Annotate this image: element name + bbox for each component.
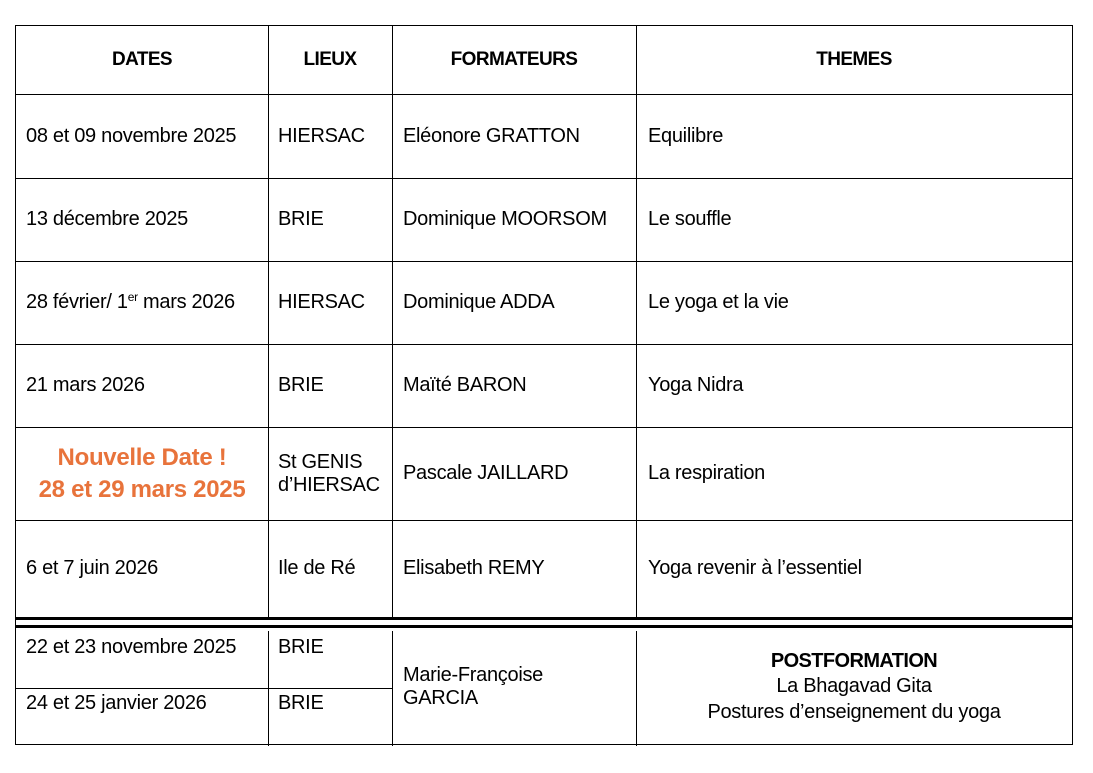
post-theme-cell	[636, 631, 1072, 743]
date-cell: 6 et 7 juin 2026	[26, 557, 158, 579]
post-lieu-cell: BRIE	[278, 635, 324, 658]
lieu-cell: BRIE	[278, 374, 324, 396]
theme-cell: Equilibre	[648, 124, 724, 147]
date-cell	[26, 261, 266, 344]
col-divider	[268, 26, 269, 617]
lieu-cell: HIERSAC	[278, 291, 365, 313]
post-lieu-cell: BRIE	[278, 691, 324, 714]
theme-cell: Yoga revenir à l’essentiel	[648, 557, 862, 579]
header-themes: THEMES	[816, 49, 892, 71]
formateur-line: Marie-Françoise	[403, 664, 543, 686]
post-date-cell: 22 et 23 novembre 2025	[26, 635, 237, 658]
date-text: mars 2026	[137, 291, 235, 313]
col-divider	[392, 631, 393, 746]
theme-cell: La respiration	[648, 462, 765, 484]
formateur-cell: Dominique ADDA	[403, 291, 555, 313]
formation-schedule-table	[15, 25, 1073, 745]
theme-cell: Le souffle	[648, 208, 732, 230]
formateur-cell: Eléonore GRATTON	[403, 124, 580, 147]
lieu-cell	[278, 427, 392, 520]
new-date-notice: Nouvelle Date !	[57, 444, 227, 472]
post-date-cell: 24 et 25 janvier 2026	[26, 691, 207, 714]
section-separator	[16, 617, 1072, 620]
lieu-line: d’HIERSAC	[278, 473, 380, 496]
formateur-cell: Dominique MOORSOM	[403, 208, 607, 230]
lieu-cell: BRIE	[278, 208, 324, 230]
formateur-cell: Elisabeth REMY	[403, 557, 545, 579]
lieu-cell: Ile de Ré	[278, 557, 356, 579]
col-divider	[636, 26, 637, 617]
header-lieux: LIEUX	[303, 49, 357, 71]
date-text: 28 février/ 1	[26, 291, 128, 313]
post-theme-line: La Bhagavad Gita	[776, 675, 932, 697]
new-date: 28 et 29 mars 2025	[38, 475, 246, 503]
date-cell: 13 décembre 2025	[26, 208, 188, 230]
header-dates: DATES	[112, 49, 172, 71]
postformation-title: POSTFORMATION	[770, 650, 938, 672]
post-theme-line: Postures d’enseignement du yoga	[707, 701, 1001, 723]
formateur-cell: Maïté BARON	[403, 374, 527, 396]
theme-cell: Le yoga et la vie	[648, 291, 789, 313]
header-formateurs: FORMATEURS	[450, 49, 578, 71]
date-cell: 08 et 09 novembre 2025	[26, 124, 237, 147]
lieu-cell: HIERSAC	[278, 124, 365, 147]
formateur-cell: Pascale JAILLARD	[403, 462, 569, 484]
date-cell-highlight	[16, 427, 268, 520]
theme-cell: Yoga Nidra	[648, 374, 744, 396]
col-divider	[392, 26, 393, 617]
date-cell: 21 mars 2026	[26, 374, 145, 396]
section-separator	[16, 625, 1072, 628]
date-superscript: er	[127, 290, 138, 304]
lieu-line: St GENIS	[278, 450, 363, 473]
post-formateur-cell	[403, 631, 635, 743]
formateur-line: GARCIA	[403, 687, 478, 709]
